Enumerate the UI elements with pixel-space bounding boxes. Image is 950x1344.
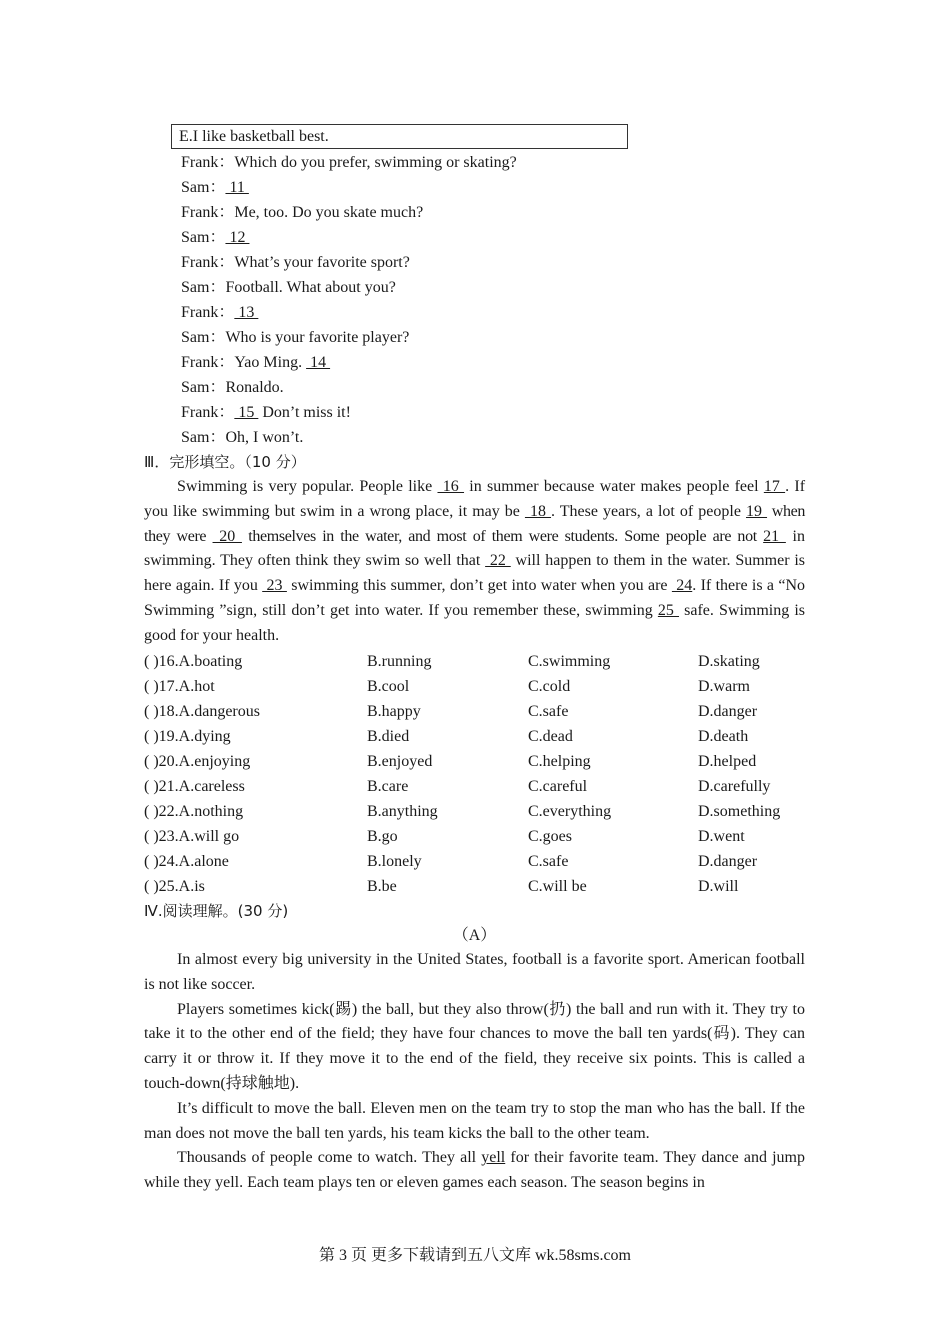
option-b: B.lonely	[367, 853, 422, 870]
question-stem: ( )24.A.alone	[144, 853, 229, 870]
option-row	[144, 774, 805, 799]
blank-20: 20	[212, 527, 242, 545]
option-c: C.careful	[528, 778, 588, 795]
speaker: Sam：	[181, 429, 226, 446]
question-stem: ( )19.A.dying	[144, 728, 231, 745]
question-stem: ( )21.A.careless	[144, 778, 245, 795]
option-row	[144, 799, 805, 824]
option-b: B.happy	[367, 703, 421, 720]
speaker: Frank：	[181, 204, 235, 221]
question-stem: ( )17.A.hot	[144, 678, 215, 695]
blank-13: 13	[234, 304, 259, 321]
option-d: D.will	[698, 878, 739, 895]
speaker: Frank：	[181, 254, 235, 271]
speaker: Sam：	[181, 329, 226, 346]
dialogue-text: Oh, I won’t.	[225, 429, 304, 446]
dialogue-text: Me, too. Do you skate much?	[234, 204, 424, 221]
cloze-text: . If there is a “No Swimming ”sign, still don’t get into water. If you remember these, swimming	[144, 577, 806, 619]
option-d: D.went	[698, 828, 745, 845]
passage-label: （A）	[452, 927, 497, 944]
dialogue-line	[181, 350, 681, 375]
option-d: D.danger	[698, 703, 758, 720]
speaker: Sam：	[181, 229, 226, 246]
cloze-paragraph	[144, 475, 805, 649]
dialogue-line	[181, 325, 681, 350]
option-d: D.something	[698, 803, 781, 820]
option-d: D.helped	[698, 753, 757, 770]
option-row	[144, 649, 805, 674]
dialogue-line	[181, 150, 681, 175]
page-footer: 第 3 页 更多下载请到五八文库 wk.58sms.com	[318, 1247, 631, 1264]
option-d: D.carefully	[698, 778, 771, 795]
cloze-text: in swimming. They often think they swim so well that	[144, 527, 805, 570]
option-box	[171, 124, 628, 149]
cloze-text: in summer because water makes people feel	[464, 478, 764, 495]
speaker: Frank：	[181, 404, 235, 421]
option-d: D.skating	[698, 653, 760, 670]
cloze-text: swimming this summer, don’t get into water when you are	[286, 577, 672, 595]
speaker: Sam：	[181, 279, 226, 296]
reading-paragraph: Players sometimes kick(踢) the ball, but they also throw(扔) the ball and run with it. They try to take it to the other end of the field; they have four chances to move the ball ten yards(码). They can carry it or throw it. If they move it to the end of the field, they receive six points. This is called a touch-down(持球触地).	[144, 1000, 805, 1092]
speaker: Frank：	[181, 354, 235, 371]
dialogue-text: What’s your favorite sport?	[234, 254, 410, 271]
blank-21: 21	[763, 527, 786, 545]
blank-18: 18	[524, 502, 552, 520]
option-c: C.everything	[528, 803, 612, 820]
option-row	[144, 699, 805, 724]
question-stem: ( )23.A.will go	[144, 828, 240, 845]
cloze-text: . These years, a lot of people	[551, 502, 746, 520]
section-3-title: Ⅲ．完形填空。（10 分）	[144, 453, 306, 471]
reading-passage	[144, 948, 805, 1196]
cloze-text: safe. Swimming is good for your health.	[144, 601, 806, 644]
dialogue-text: Who is your favorite player?	[225, 329, 410, 346]
option-b: B.be	[367, 878, 397, 895]
option-row	[144, 849, 805, 874]
question-stem: ( )25.A.is	[144, 878, 205, 895]
question-stem: ( )22.A.nothing	[144, 803, 244, 820]
blank-17: 17	[763, 478, 786, 495]
speaker: Sam：	[181, 379, 226, 396]
question-stem: ( )16.A.boating	[144, 653, 243, 670]
option-d: D.warm	[698, 678, 750, 695]
blank-15: 15	[234, 404, 259, 421]
dialogue-line	[181, 225, 681, 250]
blank-24: 24	[671, 577, 693, 595]
option-row	[144, 749, 805, 774]
section-4-title: Ⅳ.阅读理解。(30 分)	[144, 902, 289, 920]
dialogue-line	[181, 250, 681, 275]
option-b: B.enjoyed	[367, 753, 433, 770]
reading-paragraph: In almost every big university in the United States, football is a favorite sport. American football is not like soccer.	[144, 951, 805, 993]
blank-23: 23	[262, 577, 287, 595]
dialogue-line	[181, 200, 681, 225]
option-e-text: E.I like basketball best.	[179, 128, 329, 145]
dialogue-text: Football. What about you?	[225, 279, 396, 296]
dialogue-text: Which do you prefer, swimming or skating?	[234, 154, 517, 171]
reading-text: Thousands of people come to watch. They all	[177, 1149, 482, 1167]
option-row	[144, 824, 805, 849]
reading-paragraph	[144, 1146, 805, 1196]
dialogue-text: Ronaldo.	[225, 379, 284, 396]
blank-19: 19	[746, 502, 768, 520]
question-stem: ( )18.A.dangerous	[144, 703, 260, 720]
dialogue-line	[181, 375, 681, 400]
option-d: D.danger	[698, 853, 758, 870]
blank-12: 12	[225, 229, 250, 246]
option-c: C.safe	[528, 853, 569, 870]
dialogue-line	[181, 425, 681, 450]
blank-22: 22	[485, 552, 511, 570]
dialogue-line	[181, 175, 681, 200]
option-c: C.helping	[528, 753, 591, 770]
speaker: Frank：	[181, 304, 235, 321]
option-c: C.swimming	[528, 653, 611, 670]
option-c: C.safe	[528, 703, 569, 720]
cloze-passage	[144, 475, 805, 649]
blank-16: 16	[437, 478, 465, 495]
question-stem: ( )20.A.enjoying	[144, 753, 251, 770]
underlined-word: yell	[481, 1149, 506, 1167]
option-c: C.cold	[528, 678, 571, 695]
dialogue-line	[181, 300, 681, 325]
cloze-text: . If you like swimming but swim in a wrong place, it may be	[144, 478, 806, 520]
reading-text: for their favorite team. They dance and jump while they yell. Each team plays ten or eleven games each season. The season begins in	[144, 1149, 805, 1192]
cloze-text: Swimming is very popular. People like	[177, 478, 438, 495]
option-b: B.running	[367, 653, 432, 670]
option-b: B.care	[367, 778, 409, 795]
speaker: Sam：	[181, 179, 226, 196]
dialogue-pre: Yao Ming.	[234, 354, 307, 371]
cloze-text: when they were	[144, 502, 805, 545]
option-row	[144, 874, 805, 899]
option-c: C.dead	[528, 728, 573, 745]
dialogue-line	[181, 400, 681, 425]
cloze-text: will happen to them in the water. Summer is here again. If you	[144, 552, 806, 595]
dialogue-line	[181, 275, 681, 300]
option-c: C.will be	[528, 878, 587, 895]
option-row	[144, 674, 805, 699]
blank-14: 14	[306, 354, 331, 371]
option-b: B.anything	[367, 803, 438, 820]
cloze-text: themselves in the water, and most of them were students. Some people are not	[241, 527, 764, 545]
option-d: D.death	[698, 728, 749, 745]
blank-11: 11	[225, 179, 249, 196]
speaker: Frank：	[181, 154, 235, 171]
reading-paragraph: It’s difficult to move the ball. Eleven men on the team try to stop the man who has the ball. If the man does not move the ball ten yards, his team kicks the ball to the other team.	[144, 1099, 805, 1142]
option-b: B.cool	[367, 678, 410, 695]
option-c: C.goes	[528, 828, 572, 845]
option-b: B.died	[367, 728, 410, 745]
blank-25: 25	[657, 601, 680, 619]
dialogue-text: Don’t miss it!	[258, 404, 351, 421]
option-b: B.go	[367, 828, 398, 845]
option-row	[144, 724, 805, 749]
